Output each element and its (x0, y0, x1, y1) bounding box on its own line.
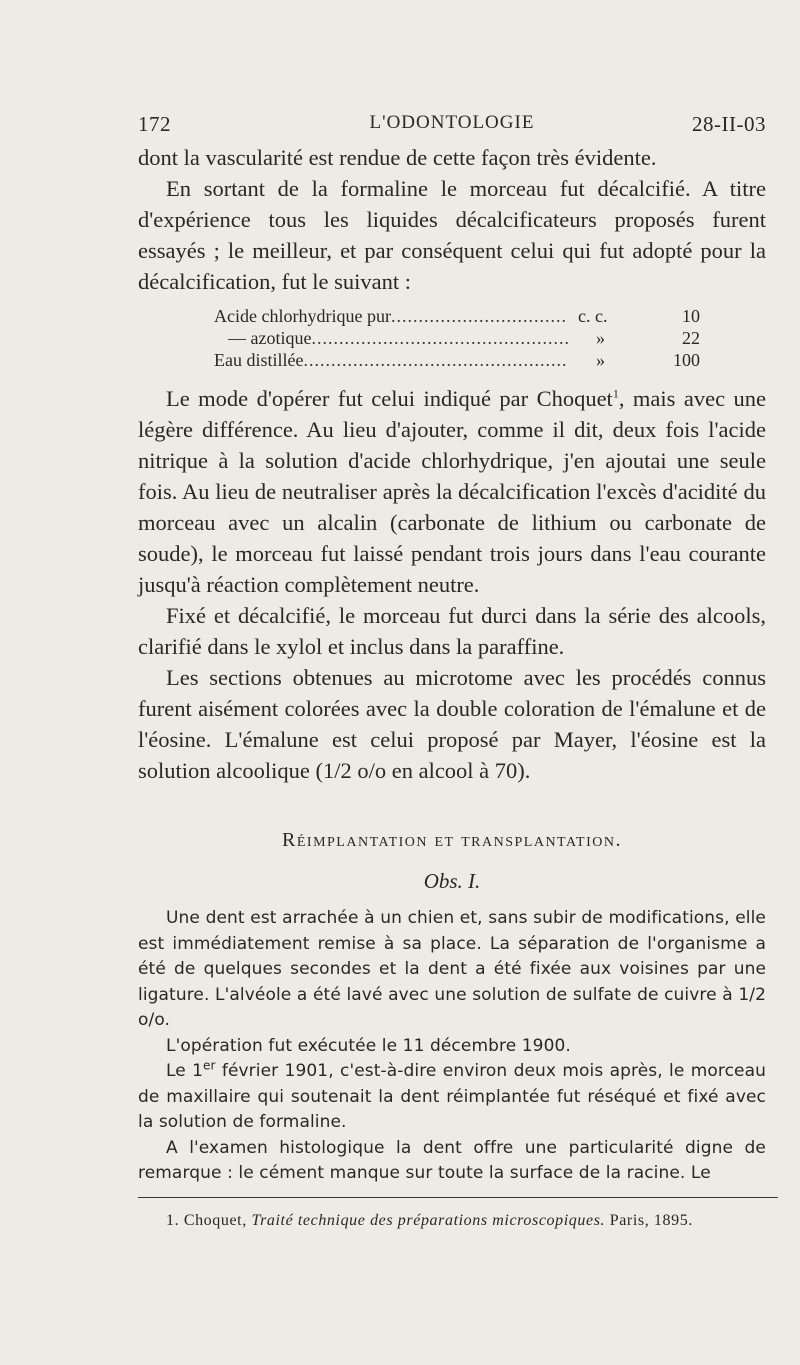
running-header (138, 112, 766, 140)
paragraph (138, 383, 766, 600)
ingredient-label: Eau distillée (214, 350, 304, 370)
footnote-reference: 1 (612, 386, 619, 401)
ingredient-value: 100 (673, 350, 700, 370)
footnote (138, 1210, 766, 1232)
main-text (138, 142, 766, 1232)
ingredient-value: 22 (682, 328, 700, 348)
paragraph: Une dent est arrachée à un chien et, sans subir de modifications, elle est immédiatement remise à sa place. La séparation de l'organisme a été de quelques secondes et la dent a été fixée aux voisines par une ligature. L'alvéole a été lavé avec une solution de sulfate de cuivre à 1/2 o/o. (138, 908, 766, 1030)
recipe-row (138, 349, 766, 371)
ingredient-label: — azotique (228, 328, 312, 348)
paragraph: En sortant de la formaline le morceau fut décalcifié. A titre d'expérience tous les liquides décalcificateurs proposés furent essayés ; le meilleur, et par conséquent celui qui fut adopté pour la décalcification, fut le suivant : (138, 176, 766, 294)
text-span: Le 1 (166, 1061, 204, 1081)
paragraph: dont la vascularité est rendue de cette façon très évidente. (138, 145, 657, 170)
recipe-table (138, 305, 766, 371)
ingredient-unit: » (596, 328, 605, 348)
footnote-place: Paris, 1895. (609, 1211, 693, 1229)
recipe-row (138, 305, 766, 327)
text-span: Le mode d'opérer fut celui indiqué par Choquet (166, 386, 613, 411)
paragraph (138, 1059, 766, 1136)
recipe-row (138, 327, 766, 349)
dot-leader (391, 305, 568, 327)
ordinal-suffix: er (203, 1058, 216, 1073)
paragraph: Fixé et décalcifié, le morceau fut durci dans la série des alcools, clarifié dans le xylol et inclus dans la paraffine. (138, 603, 766, 659)
text-span: février 1901, c'est-à-dire environ deux mois après, le morceau de maxillaire qui soutenait la dent réimplantée fut réséqué et fixé avec la solution de formaline. (138, 1061, 766, 1132)
page-number: 172 (138, 112, 171, 136)
journal-title: L'ODONTOLOGIE (369, 112, 535, 133)
paragraph: L'opération fut exécutée le 11 décembre 1900. (166, 1035, 571, 1056)
ingredient-unit: » (596, 350, 605, 370)
dot-leader (311, 327, 568, 349)
observation-heading: Obs. I. (423, 869, 481, 893)
ingredient-label: Acide chlorhydrique pur (214, 306, 391, 326)
dot-leader (303, 349, 568, 371)
footnote-work: Traité technique des préparations microscopiques. (251, 1211, 606, 1229)
observation-text (138, 906, 766, 1187)
ingredient-value: 10 (682, 306, 700, 326)
footnote-number: 1. (166, 1211, 180, 1229)
paragraph: Les sections obtenues au microtome avec les procédés connus furent aisément colorées avec la double coloration de l'émalune et de l'éosine. L'émalune est celui proposé par Mayer, l'éosine est la solution alcoolique (1/2 o/o en alcool à 70). (138, 665, 766, 783)
footnote-author: Choquet, (183, 1211, 247, 1229)
paragraph: A l'examen histologique la dent offre une particularité digne de remarque : le cément manque sur toute la surface de la racine. Le (138, 1137, 766, 1183)
footnote-rule (138, 1197, 778, 1198)
ingredient-unit: c. c. (578, 306, 608, 326)
issue-date: 28-II-03 (692, 112, 766, 136)
text-span: , mais avec une légère différence. Au lieu d'ajouter, comme il dit, deux fois l'acide nitrique à la solution d'acide chlorhydrique, j'en ajoutai une seule fois. Au lieu de neutraliser après la décalcification l'excès d'acidité du morceau avec un alcalin (carbonate de lithium ou carbonate de soude), le morceau fut laissé pendant trois jours dans l'eau courante jusqu'à réaction complètement neutre. (138, 386, 766, 597)
section-heading: Réimplantation et transplantation. (282, 829, 622, 851)
